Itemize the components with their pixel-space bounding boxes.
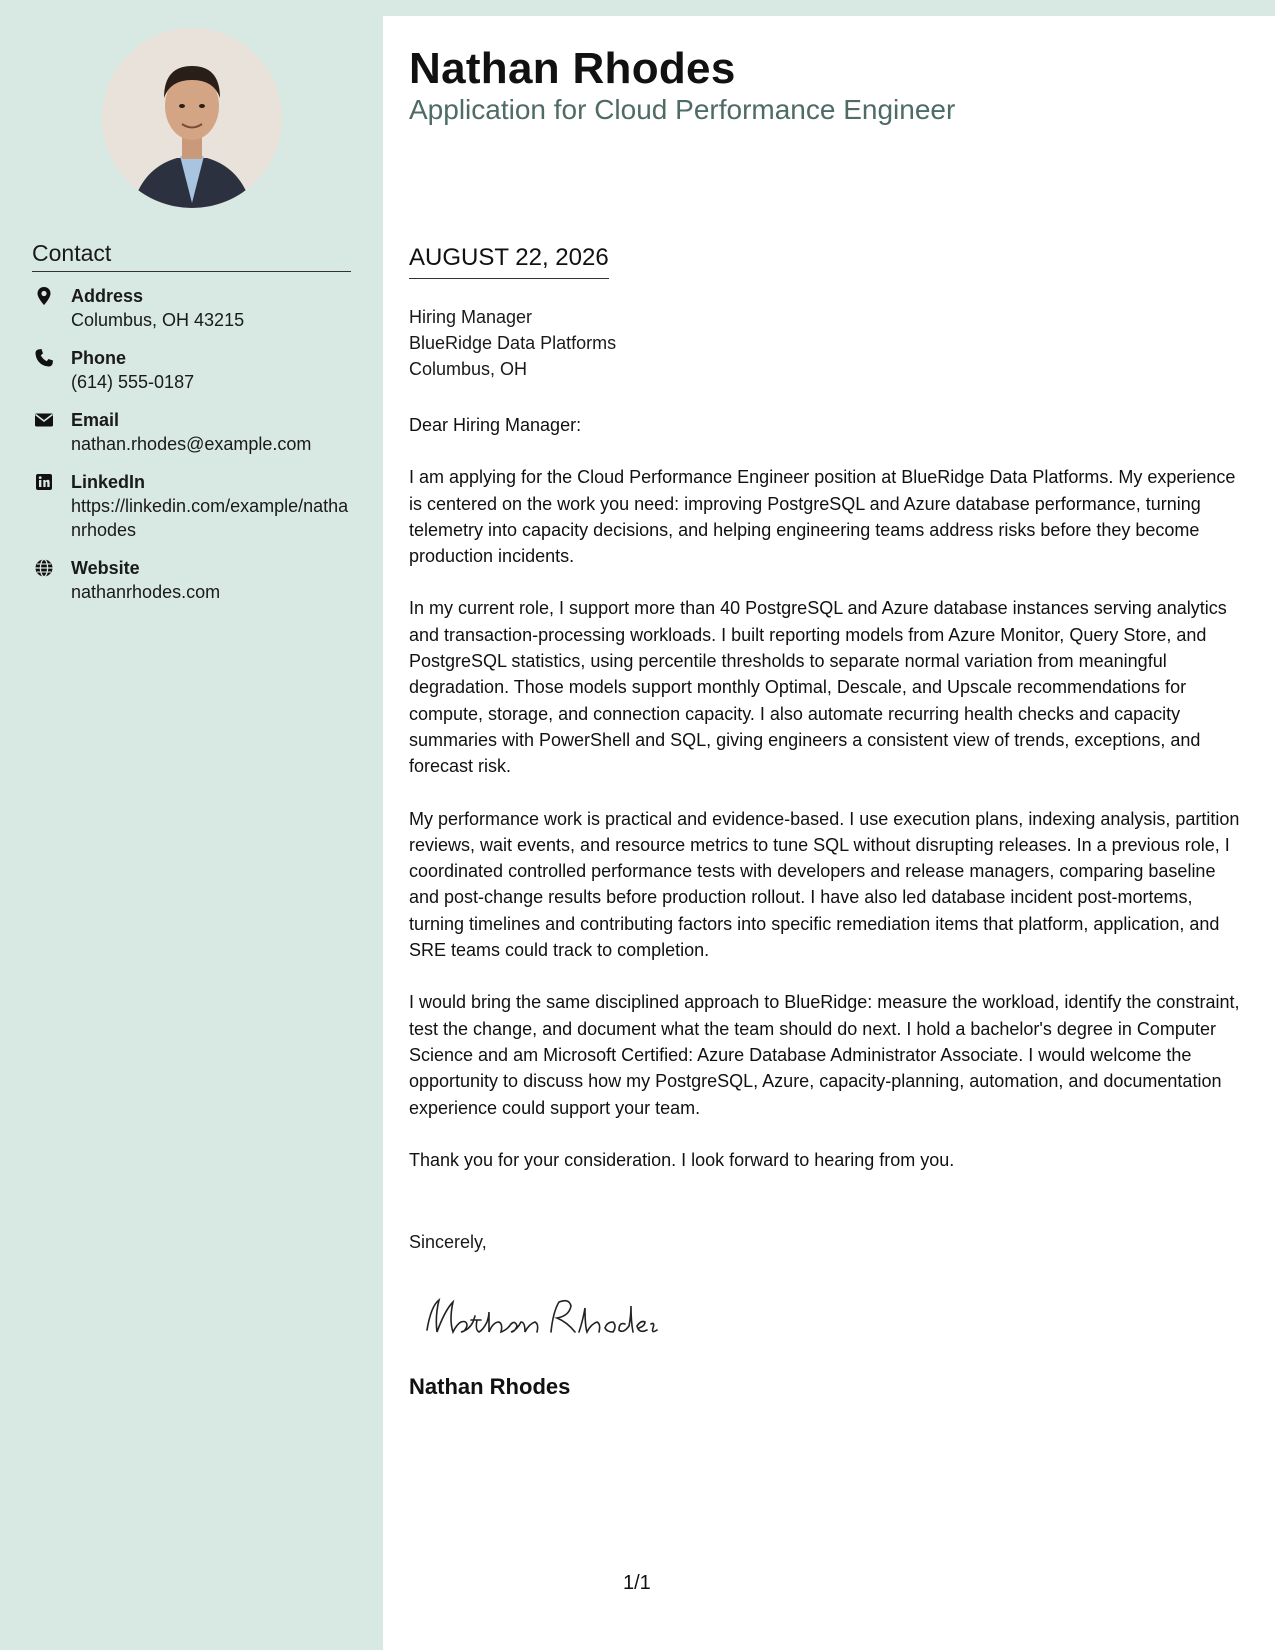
sidebar [0,0,383,1650]
globe-icon [34,558,54,578]
closing: Sincerely, [409,1232,487,1252]
linkedin-icon [34,472,54,492]
recipient-line: Hiring Manager [409,307,533,327]
paragraph: Thank you for your consideration. I look forward to hearing from you. [409,1149,955,1170]
contact-label: Address [71,286,144,306]
contact-linkedin [32,470,352,542]
contact-phone [32,346,352,394]
contact-website [32,556,352,604]
contact-value: (614) 555-0187 [71,372,195,392]
contact-label: Email [71,410,120,430]
letter-date: AUGUST 22, 2026 [409,244,609,279]
application-title: Application for Cloud Performance Engineer [409,94,956,125]
recipient-block [409,304,616,382]
contact-value[interactable]: nathanrhodes.com [71,582,221,602]
paragraph: In my current role, I support more than 40 PostgreSQL and Azure database instances serving analytics and transaction-processing workloads. I built reporting models from Azure Monitor, Query Store, and PostgreSQL statistics, using percentile thresholds to separate normal variation from meaningful degradation. Those models support monthly Optimal, Descale, and Upscale recommendations for compute, storage, and connection capacity. I also automate recurring health checks and capacity summaries with PowerShell and SQL, giving engineers a consistent view of trends, exceptions, and forecast risk. [409,598,1227,777]
signed-name: Nathan Rhodes [409,1374,571,1399]
page-number: 1/1 [623,1572,651,1594]
map-pin-icon [34,286,54,306]
letter-body [409,412,1245,1199]
contact-label: Phone [71,348,127,368]
contact-address [32,284,352,332]
profile-photo [102,28,282,208]
salutation: Dear Hiring Manager: [409,415,582,435]
contact-email [32,408,352,456]
applicant-name: Nathan Rhodes [409,44,736,93]
contact-heading: Contact [32,240,351,272]
contact-value: Columbus, OH 43215 [71,310,245,330]
phone-icon [34,348,54,368]
contact-label: Website [71,558,140,578]
paragraph: I am applying for the Cloud Performance Engineer position at BlueRidge Data Platforms. My experience is centered on the work you need: improving PostgreSQL and Azure database performance, turning telemetry into capacity decisions, and helping engineering teams address risks before they become production incidents. [409,467,1236,567]
contact-value[interactable]: https://linkedin.com/example/nathanrhodes [71,496,349,540]
recipient-line: Columbus, OH [409,359,528,379]
letter-page [383,16,1275,1650]
contact-label: LinkedIn [71,472,146,492]
envelope-icon [34,410,54,430]
recipient-line: BlueRidge Data Platforms [409,333,617,353]
contact-value[interactable]: nathan.rhodes@example.com [71,434,312,454]
handwritten-signature [419,1286,659,1346]
paragraph: I would bring the same disciplined approach to BlueRidge: measure the workload, identify the constraint, test the change, and document what the team should do next. I hold a bachelor's degree in Computer Science and am Microsoft Certified: Azure Database Administrator Associate. I would welcome the opportunity to discuss how my PostgreSQL, Azure, capacity-planning, automation, and documentation experience could support your team. [409,992,1240,1118]
contact-list [32,284,352,618]
paragraph: My performance work is practical and evidence-based. I use execution plans, indexing analysis, partition reviews, wait events, and resource metrics to tune SQL without disrupting releases. In a previous role, I coordinated controlled performance tests with developers and release managers, comparing baseline and post-change results before production rollout. I have also led database incident post-mortems, turning timelines and contributing factors into specific remediation items that platform, application, and SRE teams could track to completion. [409,808,1240,961]
